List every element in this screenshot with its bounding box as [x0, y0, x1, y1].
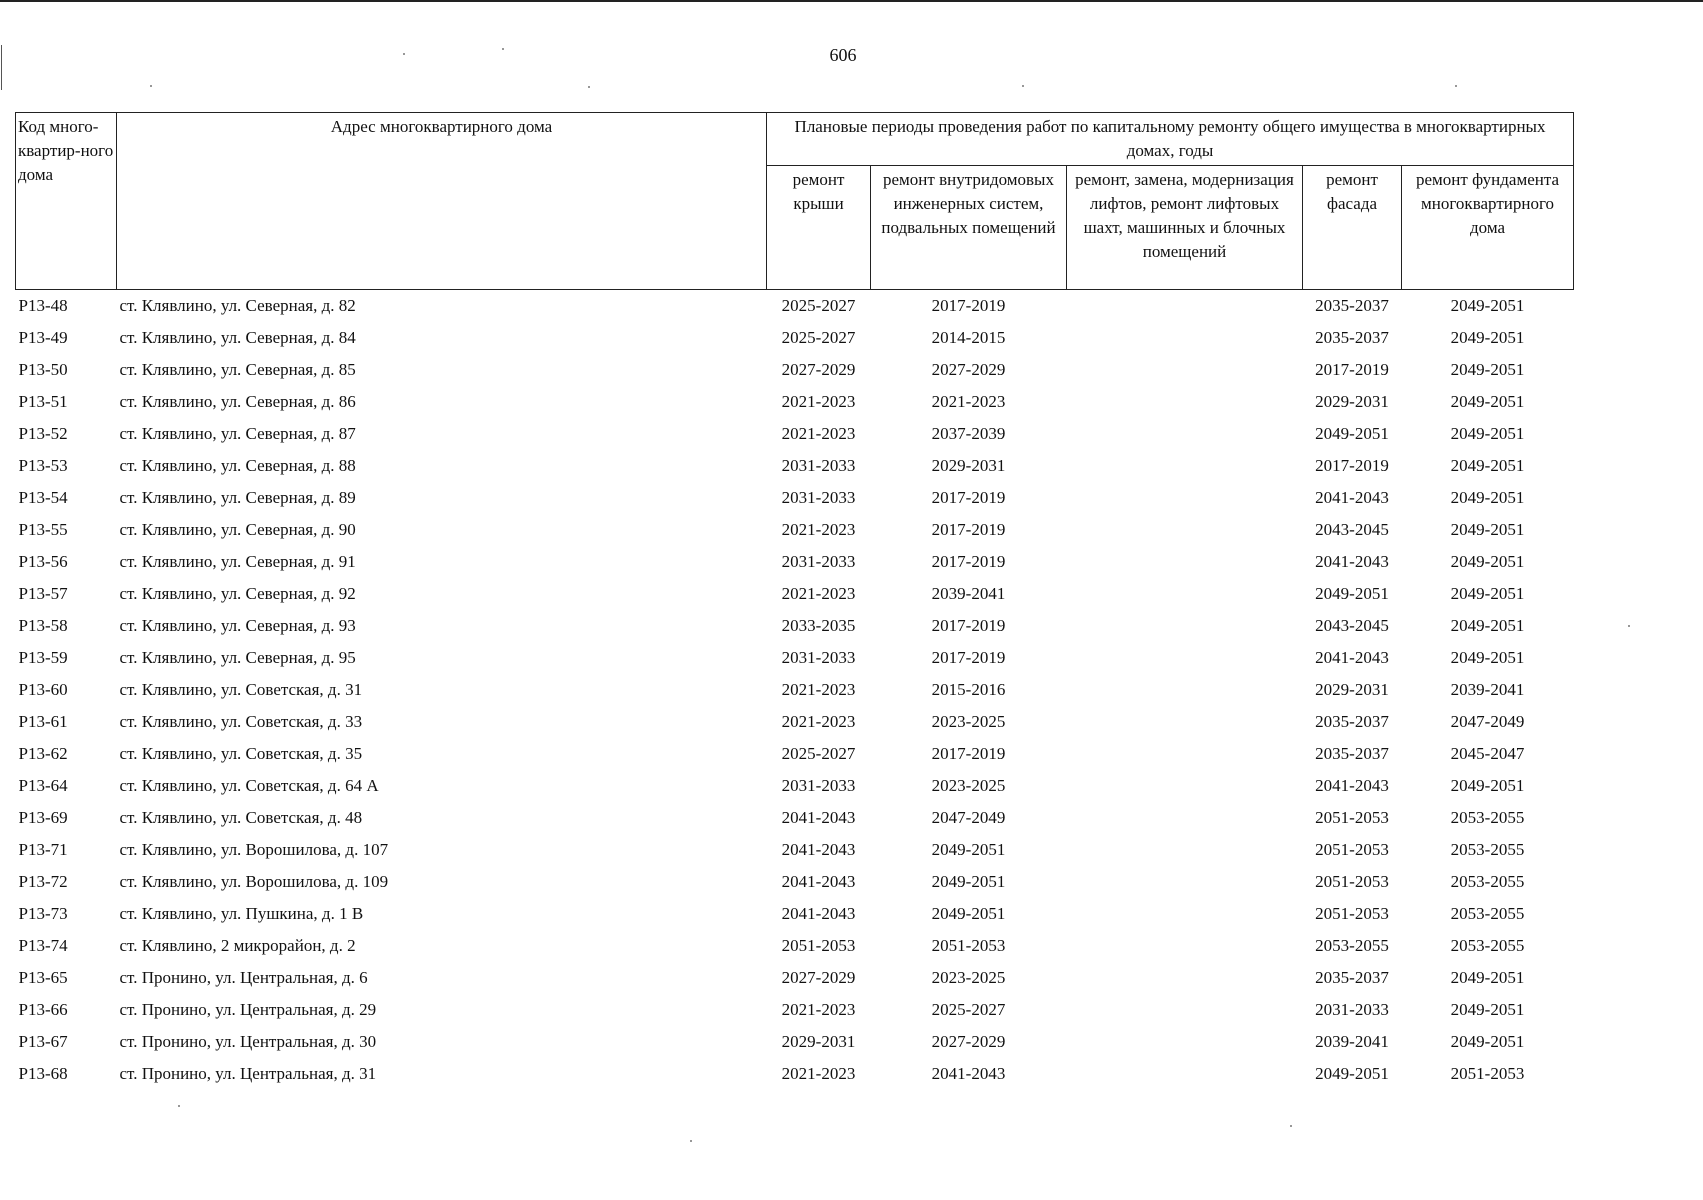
cell-foundation: 2053-2055: [1450, 808, 1525, 827]
cell-elevators: [1067, 1026, 1303, 1058]
cell-roof: 2025-2027: [781, 296, 856, 315]
table-row: [16, 994, 1574, 1026]
cell-facade: 2041-2043: [1315, 776, 1389, 795]
cell-code: Р13-72: [18, 872, 68, 891]
cell-foundation: 2049-2051: [1450, 424, 1525, 443]
cell-roof: 2031-2033: [781, 648, 856, 667]
cell-roof: 2025-2027: [781, 744, 856, 763]
header-foundation: ремонт фундамента многоквартирного дома: [1402, 166, 1574, 290]
cell-engineering: 2039-2041: [931, 584, 1006, 603]
cell-facade: 2053-2055: [1315, 936, 1389, 955]
cell-code: Р13-73: [18, 904, 68, 923]
cell-foundation: 2049-2051: [1450, 360, 1525, 379]
cell-roof: 2031-2033: [781, 488, 856, 507]
top-rule: [0, 0, 1703, 2]
cell-address: ст. Клявлино, ул. Северная, д. 90: [119, 520, 356, 539]
cell-engineering: 2014-2015: [931, 328, 1006, 347]
table-row: [16, 546, 1574, 578]
cell-facade: 2049-2051: [1315, 584, 1389, 603]
cell-address: ст. Клявлино, ул. Северная, д. 92: [119, 584, 356, 603]
cell-roof: 2031-2033: [781, 456, 856, 475]
header-periods-group: Плановые периоды проведения работ по капитальному ремонту общего имущества в многоквартирных домах, годы: [767, 113, 1574, 166]
table-row: [16, 482, 1574, 514]
cell-elevators: [1067, 930, 1303, 962]
cell-facade: 2051-2053: [1315, 840, 1389, 859]
cell-foundation: 2049-2051: [1450, 616, 1525, 635]
cell-engineering: 2025-2027: [931, 1000, 1006, 1019]
cell-roof: 2051-2053: [781, 936, 856, 955]
table-row: [16, 642, 1574, 674]
table-row: [16, 706, 1574, 738]
cell-foundation: 2049-2051: [1450, 520, 1525, 539]
cell-roof: 2025-2027: [781, 328, 856, 347]
scan-speck: [1455, 85, 1457, 87]
table-row: [16, 802, 1574, 834]
cell-elevators: [1067, 898, 1303, 930]
cell-code: Р13-48: [18, 296, 68, 315]
table-row: [16, 354, 1574, 386]
cell-facade: 2051-2053: [1315, 904, 1389, 923]
cell-address: ст. Клявлино, ул. Советская, д. 64 А: [119, 776, 379, 795]
header-engineering: ремонт внутридомовых инженерных систем, подвальных помещений: [871, 166, 1067, 290]
table-row: [16, 738, 1574, 770]
header-code: Код много-квартир-ного дома: [16, 113, 117, 290]
cell-engineering: 2023-2025: [931, 968, 1006, 987]
scan-speck: [690, 1140, 692, 1142]
cell-code: Р13-74: [18, 936, 68, 955]
cell-foundation: 2047-2049: [1450, 712, 1525, 731]
cell-code: Р13-65: [18, 968, 68, 987]
cell-elevators: [1067, 674, 1303, 706]
cell-foundation: 2053-2055: [1450, 936, 1525, 955]
capital-repair-table: [15, 112, 1574, 1090]
cell-elevators: [1067, 642, 1303, 674]
cell-engineering: 2017-2019: [931, 648, 1006, 667]
table-row: [16, 962, 1574, 994]
cell-facade: 2041-2043: [1315, 552, 1389, 571]
cell-code: Р13-55: [18, 520, 68, 539]
cell-elevators: [1067, 962, 1303, 994]
cell-facade: 2035-2037: [1315, 744, 1389, 763]
cell-facade: 2043-2045: [1315, 520, 1389, 539]
cell-facade: 2041-2043: [1315, 648, 1389, 667]
cell-elevators: [1067, 994, 1303, 1026]
table-body: [16, 290, 1574, 1091]
cell-foundation: 2053-2055: [1450, 904, 1525, 923]
cell-engineering: 2017-2019: [931, 296, 1006, 315]
cell-engineering: 2017-2019: [931, 744, 1006, 763]
cell-address: ст. Клявлино, ул. Северная, д. 82: [119, 296, 356, 315]
cell-foundation: 2049-2051: [1450, 296, 1525, 315]
cell-engineering: 2029-2031: [931, 456, 1006, 475]
cell-facade: 2051-2053: [1315, 872, 1389, 891]
cell-code: Р13-58: [18, 616, 68, 635]
cell-address: ст. Пронино, ул. Центральная, д. 30: [119, 1032, 377, 1051]
cell-elevators: [1067, 1058, 1303, 1090]
cell-code: Р13-60: [18, 680, 68, 699]
cell-code: Р13-66: [18, 1000, 68, 1019]
cell-foundation: 2049-2051: [1450, 456, 1525, 475]
cell-address: ст. Пронино, ул. Центральная, д. 6: [119, 968, 368, 987]
table-row: [16, 770, 1574, 802]
cell-code: Р13-62: [18, 744, 68, 763]
cell-roof: 2021-2023: [781, 1000, 856, 1019]
cell-facade: 2049-2051: [1315, 1064, 1389, 1083]
scan-speck: [1628, 625, 1630, 627]
cell-engineering: 2017-2019: [931, 520, 1006, 539]
cell-roof: 2021-2023: [781, 424, 856, 443]
cell-elevators: [1067, 354, 1303, 386]
cell-elevators: [1067, 610, 1303, 642]
cell-foundation: 2053-2055: [1450, 840, 1525, 859]
scan-speck: [1290, 1125, 1292, 1127]
scan-speck: [588, 86, 590, 88]
cell-elevators: [1067, 834, 1303, 866]
table-row: [16, 674, 1574, 706]
cell-code: Р13-64: [18, 776, 68, 795]
cell-facade: 2029-2031: [1315, 392, 1389, 411]
cell-address: ст. Клявлино, ул. Северная, д. 88: [119, 456, 356, 475]
cell-roof: 2041-2043: [781, 808, 856, 827]
cell-code: Р13-61: [18, 712, 68, 731]
cell-elevators: [1067, 418, 1303, 450]
table-row: [16, 1058, 1574, 1090]
cell-address: ст. Клявлино, ул. Северная, д. 87: [119, 424, 356, 443]
table-row: [16, 578, 1574, 610]
cell-code: Р13-67: [18, 1032, 68, 1051]
table-header: [16, 113, 1574, 290]
cell-engineering: 2051-2053: [931, 936, 1006, 955]
page-number: 606: [829, 45, 857, 65]
cell-roof: 2041-2043: [781, 872, 856, 891]
cell-address: ст. Клявлино, ул. Северная, д. 91: [119, 552, 356, 571]
cell-foundation: 2049-2051: [1450, 776, 1525, 795]
scan-speck: [150, 85, 152, 87]
cell-elevators: [1067, 738, 1303, 770]
cell-roof: 2021-2023: [781, 392, 856, 411]
cell-facade: 2041-2043: [1315, 488, 1389, 507]
cell-address: ст. Клявлино, ул. Северная, д. 89: [119, 488, 356, 507]
table-row: [16, 930, 1574, 962]
cell-code: Р13-54: [18, 488, 68, 507]
scan-speck: [502, 48, 504, 50]
cell-roof: 2021-2023: [781, 1064, 856, 1083]
cell-code: Р13-50: [18, 360, 68, 379]
cell-facade: 2031-2033: [1315, 1000, 1389, 1019]
header-roof: ремонт крыши: [767, 166, 871, 290]
cell-facade: 2049-2051: [1315, 424, 1389, 443]
cell-code: Р13-52: [18, 424, 68, 443]
cell-code: Р13-49: [18, 328, 68, 347]
cell-facade: 2035-2037: [1315, 712, 1389, 731]
cell-code: Р13-68: [18, 1064, 68, 1083]
cell-roof: 2031-2033: [781, 552, 856, 571]
cell-foundation: 2049-2051: [1450, 488, 1525, 507]
cell-roof: 2021-2023: [781, 520, 856, 539]
cell-roof: 2021-2023: [781, 680, 856, 699]
cell-foundation: 2051-2053: [1450, 1064, 1525, 1083]
cell-code: Р13-57: [18, 584, 68, 603]
cell-engineering: 2037-2039: [931, 424, 1006, 443]
scan-speck: [1022, 85, 1024, 87]
cell-address: ст. Клявлино, ул. Северная, д. 95: [119, 648, 356, 667]
cell-address: ст. Клявлино, 2 микрорайон, д. 2: [119, 936, 356, 955]
cell-elevators: [1067, 322, 1303, 354]
cell-elevators: [1067, 866, 1303, 898]
cell-facade: 2035-2037: [1315, 296, 1389, 315]
cell-roof: 2033-2035: [781, 616, 856, 635]
document-sheet: [15, 112, 1573, 1090]
cell-foundation: 2045-2047: [1450, 744, 1525, 763]
table-row: [16, 1026, 1574, 1058]
cell-address: ст. Клявлино, ул. Ворошилова, д. 109: [119, 872, 389, 891]
cell-engineering: 2047-2049: [931, 808, 1006, 827]
cell-address: ст. Клявлино, ул. Пушкина, д. 1 В: [119, 904, 364, 923]
cell-address: ст. Клявлино, ул. Северная, д. 85: [119, 360, 356, 379]
cell-foundation: 2049-2051: [1450, 648, 1525, 667]
table-row: [16, 386, 1574, 418]
table-row: [16, 450, 1574, 482]
cell-code: Р13-59: [18, 648, 68, 667]
cell-address: ст. Клявлино, ул. Ворошилова, д. 107: [119, 840, 389, 859]
cell-code: Р13-51: [18, 392, 68, 411]
cell-address: ст. Клявлино, ул. Советская, д. 33: [119, 712, 363, 731]
cell-foundation: 2049-2051: [1450, 968, 1525, 987]
cell-address: ст. Клявлино, ул. Советская, д. 48: [119, 808, 363, 827]
cell-foundation: 2049-2051: [1450, 552, 1525, 571]
cell-engineering: 2015-2016: [931, 680, 1006, 699]
cell-roof: 2041-2043: [781, 904, 856, 923]
cell-roof: 2041-2043: [781, 840, 856, 859]
cell-foundation: 2049-2051: [1450, 1000, 1525, 1019]
cell-foundation: 2039-2041: [1450, 680, 1525, 699]
scan-speck: [178, 1105, 180, 1107]
cell-facade: 2039-2041: [1315, 1032, 1389, 1051]
table-row: [16, 834, 1574, 866]
cell-code: Р13-53: [18, 456, 68, 475]
table-row: [16, 322, 1574, 354]
cell-facade: 2017-2019: [1315, 456, 1389, 475]
cell-foundation: 2049-2051: [1450, 392, 1525, 411]
cell-foundation: 2049-2051: [1450, 584, 1525, 603]
cell-roof: 2027-2029: [781, 968, 856, 987]
cell-engineering: 2017-2019: [931, 616, 1006, 635]
table-row: [16, 514, 1574, 546]
cell-address: ст. Клявлино, ул. Северная, д. 84: [119, 328, 356, 347]
header-elevators: ремонт, замена, модернизация лифтов, ремонт лифтовых шахт, машинных и блочных помещений: [1067, 166, 1303, 290]
cell-address: ст. Пронино, ул. Центральная, д. 31: [119, 1064, 377, 1083]
cell-address: ст. Клявлино, ул. Советская, д. 31: [119, 680, 363, 699]
cell-elevators: [1067, 802, 1303, 834]
cell-engineering: 2021-2023: [931, 392, 1006, 411]
cell-foundation: 2053-2055: [1450, 872, 1525, 891]
cell-facade: 2029-2031: [1315, 680, 1389, 699]
cell-elevators: [1067, 450, 1303, 482]
cell-engineering: 2049-2051: [931, 872, 1006, 891]
cell-roof: 2021-2023: [781, 712, 856, 731]
cell-roof: 2029-2031: [781, 1032, 856, 1051]
table-row: [16, 418, 1574, 450]
cell-engineering: 2049-2051: [931, 904, 1006, 923]
cell-facade: 2043-2045: [1315, 616, 1389, 635]
cell-foundation: 2049-2051: [1450, 328, 1525, 347]
cell-foundation: 2049-2051: [1450, 1032, 1525, 1051]
cell-elevators: [1067, 482, 1303, 514]
cell-code: Р13-69: [18, 808, 68, 827]
cell-roof: 2031-2033: [781, 776, 856, 795]
table-row: [16, 866, 1574, 898]
cell-elevators: [1067, 578, 1303, 610]
cell-elevators: [1067, 706, 1303, 738]
cell-elevators: [1067, 290, 1303, 323]
cell-facade: 2035-2037: [1315, 968, 1389, 987]
cell-engineering: 2017-2019: [931, 488, 1006, 507]
header-address: Адрес многоквартирного дома: [117, 113, 767, 290]
cell-engineering: 2027-2029: [931, 1032, 1006, 1051]
cell-roof: 2027-2029: [781, 360, 856, 379]
scan-speck: [403, 53, 405, 55]
cell-facade: 2035-2037: [1315, 328, 1389, 347]
cell-facade: 2017-2019: [1315, 360, 1389, 379]
cell-engineering: 2023-2025: [931, 712, 1006, 731]
table-row: [16, 610, 1574, 642]
cell-code: Р13-71: [18, 840, 68, 859]
header-facade: ремонт фасада: [1303, 166, 1402, 290]
table-row: [16, 290, 1574, 323]
cell-roof: 2021-2023: [781, 584, 856, 603]
table-row: [16, 898, 1574, 930]
cell-facade: 2051-2053: [1315, 808, 1389, 827]
cell-elevators: [1067, 386, 1303, 418]
cell-elevators: [1067, 514, 1303, 546]
cell-engineering: 2027-2029: [931, 360, 1006, 379]
cell-elevators: [1067, 770, 1303, 802]
cell-address: ст. Пронино, ул. Центральная, д. 29: [119, 1000, 377, 1019]
cell-elevators: [1067, 546, 1303, 578]
cell-address: ст. Клявлино, ул. Северная, д. 93: [119, 616, 356, 635]
cell-code: Р13-56: [18, 552, 68, 571]
cell-engineering: 2041-2043: [931, 1064, 1006, 1083]
cell-engineering: 2049-2051: [931, 840, 1006, 859]
cell-engineering: 2023-2025: [931, 776, 1006, 795]
cell-engineering: 2017-2019: [931, 552, 1006, 571]
cell-address: ст. Клявлино, ул. Северная, д. 86: [119, 392, 356, 411]
cell-address: ст. Клявлино, ул. Советская, д. 35: [119, 744, 363, 763]
